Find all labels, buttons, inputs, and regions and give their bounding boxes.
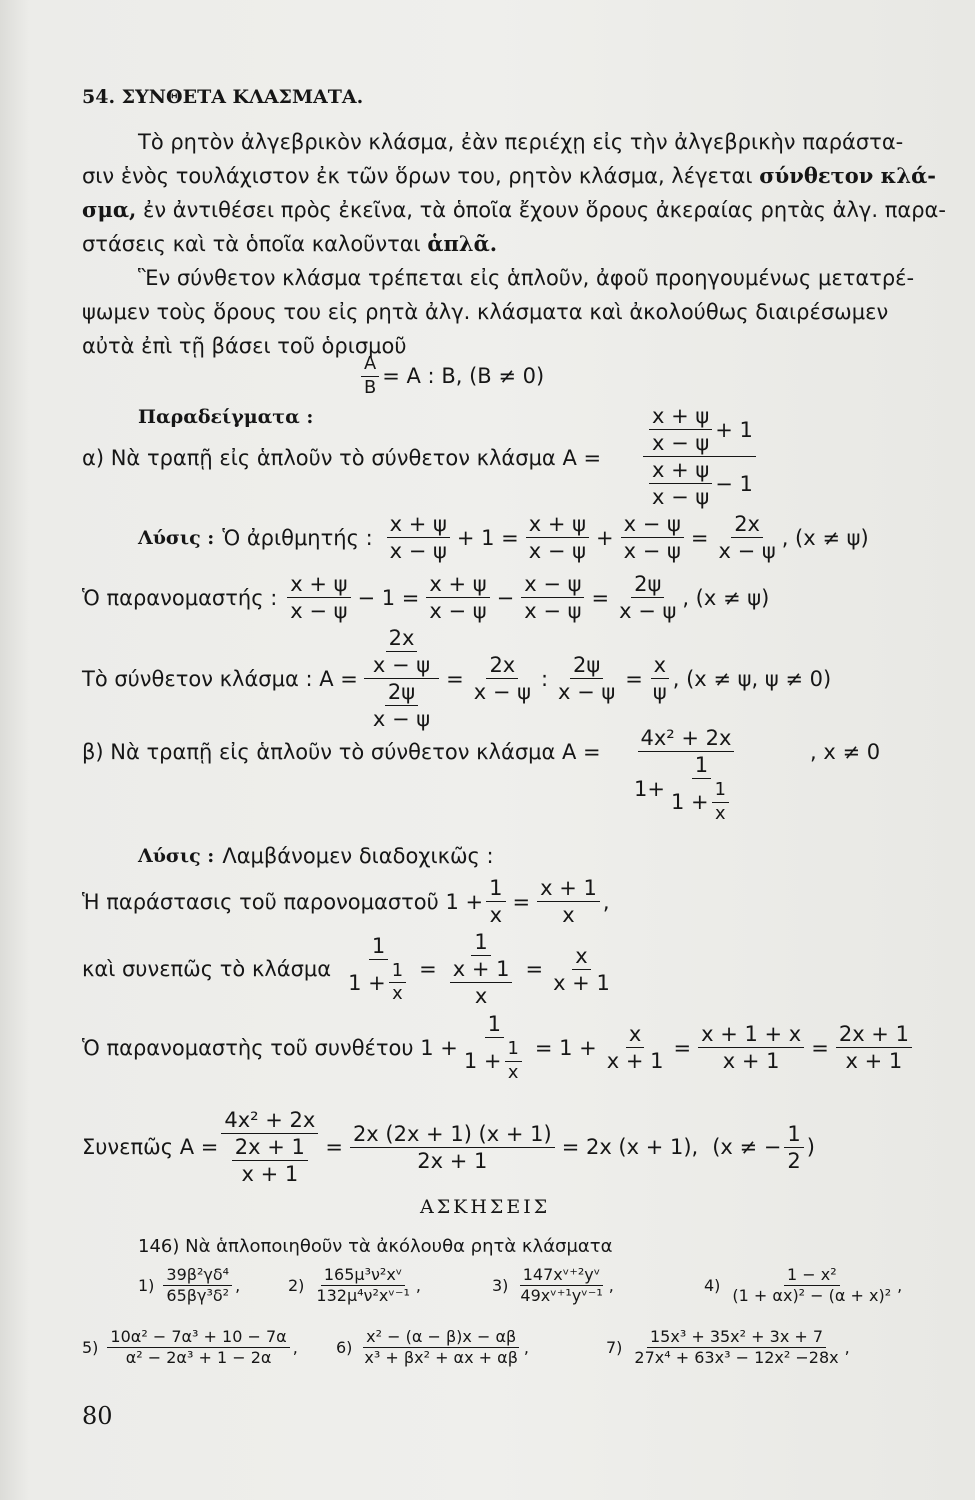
l4-cond-frac [784,1122,803,1173]
term-synthetic-end: σμα, [82,197,137,222]
cr-bd: x − ψ [372,707,431,732]
intro-line-4 [82,228,497,260]
definition-formula [358,354,544,398]
g4-num: 2ψ [631,572,664,598]
f1 [387,512,450,563]
l3-frac [461,1012,528,1083]
h3 [650,653,670,704]
cond-2: , (x ≠ ψ) [682,585,770,610]
l3-hd: x + 1 [845,1049,903,1074]
l1-fd: x [489,903,503,928]
compound-label: Τὸ σύνθετον κλάσμα : A = [82,666,358,691]
g1-num: x + ψ [287,572,350,598]
ex-3-num: 147xᵛ⁺²yᵛ [520,1266,604,1286]
ex-7-label: 7) [606,1338,623,1358]
top-num: x + ψ [649,404,712,430]
l1-r [537,876,600,927]
l2-d-frac [389,961,406,1005]
f3 [621,512,684,563]
l3-n: 1 [485,1012,504,1038]
l2-dd: x [392,983,403,1005]
ex-2-num: 165μ³ν²xᵛ [321,1266,406,1286]
f4-den: x − ψ [718,539,776,564]
ex-6-label: 6) [336,1338,353,1358]
l4-den [226,1134,314,1186]
exercise-item-4 [704,1266,902,1306]
ex-6-num: x² − (α − β)x − αβ [363,1328,519,1348]
f4 [715,512,778,563]
l2-rn: x [572,944,590,970]
bot-den: x − ψ [652,485,710,510]
l4-eq: = [325,1135,343,1160]
def-den: B [364,376,377,398]
eb-innermost [712,780,729,824]
l4-bd: x + 1 [241,1162,299,1187]
l1-fn: 1 [486,876,505,902]
l3-f [604,1022,667,1073]
h1 [471,653,534,704]
l3-dn: 1 [505,1039,522,1062]
l2-eq: = [419,957,437,982]
example-a-label: α) Νὰ τραπῇ εἰς ἁπλοῦν τὸ σύνθετον κλάσμα A = [82,446,602,470]
page-number: 80 [82,1402,113,1430]
h3-den: ψ [652,680,667,705]
eb-one-plus: 1+ [634,776,665,801]
h3-num: x [651,653,669,679]
h2 [555,653,618,704]
exercise-item-1 [138,1266,240,1306]
ex-5-sep: , [292,1338,298,1358]
l4-den-frac [232,1135,308,1186]
g2 [426,572,489,623]
l1-rd: x [562,903,575,928]
l1-text: Ἡ παράστασις τοῦ παρονομαστοῦ 1 + [82,889,484,914]
ex-3-label: 3) [492,1276,509,1296]
h1-den: x − ψ [473,680,531,705]
sol-b-line-4 [82,1108,815,1186]
bot-op: − 1 [715,471,753,496]
eb-inner-frac [668,753,735,824]
ex-6-den: x³ + βx² + αx + αβ [364,1348,518,1368]
l4-cn: 1 [784,1122,803,1148]
l4-frac [221,1108,318,1186]
op-eq2: = [591,585,610,610]
l3-h [836,1022,912,1073]
ex-5-den: α² − 2α³ + 1 − 2α [125,1348,272,1368]
eb-in-n: 1 [712,780,729,803]
l3-hn: 2x + 1 [836,1022,912,1048]
g2-num: x + ψ [426,572,489,598]
top-fraction [649,404,712,455]
l3-text: Ὁ παρανομαστὴς τοῦ συνθέτου 1 + [82,1035,458,1060]
exercise-146-text: 146) Νὰ ἁπλοποιηθοῦν τὰ ἀκόλουθα ρητὰ κλάσματα [138,1236,613,1257]
ex-1-den: 65βγ³δ² [166,1286,230,1306]
exercise-item-5 [82,1328,298,1368]
g1 [287,572,350,623]
l4-cond-pre: (x ≠ − [712,1135,782,1160]
ex-5-frac [107,1328,289,1368]
para2-line-1: Ἓν σύνθετον κλάσμα τρέπεται εἰς ἁπλοῦν, ἀφοῦ προηγουμένως μετατρέ- [138,266,915,290]
examples-heading: Παραδείγματα : [138,406,314,428]
l3-eq: = 1 + [534,1035,597,1060]
l2-n: 1 [369,934,388,960]
l1-f [486,876,505,927]
ex-5-num: 10α² − 7α³ + 10 − 7α [107,1328,289,1348]
compound-result-frac [364,626,439,732]
l4-cond-post: ) [806,1135,815,1160]
g1-den: x − ψ [290,599,348,624]
l2-d-pre: 1 + [348,970,386,995]
ex-1-frac [163,1266,232,1306]
ex-3-sep: , [608,1276,614,1296]
intro-line-3 [82,194,946,226]
l4-rd: 2x + 1 [417,1148,488,1173]
g4-den: x − ψ [619,599,677,624]
eb-num: 4x² + 2x [638,726,735,752]
h2-den: x − ψ [558,680,616,705]
ex-7-frac [631,1328,841,1368]
f4-num: 2x [731,512,763,538]
l4-cd: 2 [787,1148,801,1173]
cr-top [364,626,439,679]
exercise-item-7 [606,1328,850,1368]
compound-bottom [643,457,756,509]
op-minus: − [496,585,515,610]
numerator-label: Ὁ ἀριθμητής : [222,525,373,550]
ex-2-frac [313,1266,412,1306]
ex-3-frac [517,1266,605,1306]
eb-den [631,752,741,824]
term-simple: ἁπλᾶ. [427,231,498,256]
sol-b-intro-text: Λαμβάνομεν διαδοχικῶς : [222,844,494,868]
exercise-item-3 [492,1266,614,1306]
l2-bdd: x [474,984,488,1009]
l3-den [461,1038,528,1083]
l2-r-frac [550,944,613,995]
l3-fn: x [626,1022,644,1048]
para2-line-2: ψωμεν τοὺς ὅρους του εἰς ρητὰ ἀλγ. κλάσματα καὶ ἀκολούθως διαιρέσωμεν [82,300,889,324]
compound-frac [643,404,756,510]
ex-7-sep: , [844,1338,850,1358]
l3-eq2: = [673,1035,692,1060]
ex-2-den: 132μ⁴ν²xᵛ⁻¹ [316,1286,410,1306]
ex-4-sep: , [897,1276,903,1296]
sol-b-line-1 [82,876,610,927]
ex-2-label: 2) [288,1276,305,1296]
l1-eq: = [512,889,531,914]
g3 [521,572,584,623]
h1-num: 2x [486,653,518,679]
f3-den: x − ψ [623,539,681,564]
eb-one: 1 [692,753,711,779]
op-eq3: = [446,666,464,691]
op-plus: + [596,525,614,550]
ex-4-num: 1 − x² [784,1266,840,1286]
lysis-label-b: Λύσις : [138,845,215,867]
f3-num: x − ψ [621,512,684,538]
g2-den: x − ψ [429,599,487,624]
denominator-label: Ὁ παρανομαστής : [82,585,278,610]
ex-1-sep: , [235,1276,241,1296]
f2-num: x + ψ [526,512,589,538]
l3-gn: x + 1 + x [698,1022,804,1048]
ex-4-label: 4) [704,1276,721,1296]
example-b-condition: , x ≠ 0 [810,740,881,764]
intro-line-3-text: ἐν ἀντιθέσει πρὸς ἐκεῖνα, τὰ ὁποῖα ἔχουν ὅρους ἀκεραίας ρητὰς ἀλγ. παρα- [136,198,946,222]
example-b-fraction [628,726,744,824]
ex-4-frac [729,1266,894,1306]
exercises-heading: ΑΣΚΗΣΕΙΣ [420,1196,551,1218]
l2-rd: x + 1 [553,970,610,995]
ex-7-num: 15x³ + 35x² + 3x + 7 [647,1328,826,1348]
sol-a-numerator-line [138,512,869,563]
intro-line-2 [82,160,936,192]
sol-b-line-2 [82,930,616,1008]
g3-num: x − ψ [521,572,584,598]
h2-num: 2ψ [570,653,603,679]
ex-6-frac [361,1328,520,1368]
l2-bd-frac [450,957,513,1008]
l3-g [698,1022,804,1073]
eb-inner-one-plus: 1 + [670,790,709,815]
section-title: 54. ΣΥΝΘΕΤΑ ΚΛΑΣΜΑΤΑ. [82,86,364,108]
ex-4-den: (1 + αx)² − (α + x)² [732,1286,892,1306]
op-colon: : [540,666,549,691]
eb-main-frac [631,726,741,824]
f1-den: x − ψ [389,539,447,564]
cr-bn: 2ψ [385,680,418,706]
ex-5-label: 5) [82,1338,99,1358]
l1-end: , [602,889,610,914]
l4-bn: 2x + 1 [232,1135,308,1161]
l2-b-frac [444,930,519,1008]
sol-a-result-line [82,626,831,732]
op-eq4: = [625,666,643,691]
top-den: x − ψ [652,431,710,456]
cond-1: , (x ≠ ψ) [781,525,869,550]
exercise-item-6 [336,1328,529,1368]
sol-a-denominator-line [82,572,769,623]
def-rhs: = A : B, (B ≠ 0) [382,364,545,389]
l2-text: καὶ συνεπῶς τὸ κλάσμα [82,957,332,982]
l3-eq3: = [811,1035,829,1060]
f2 [526,512,589,563]
l4-text: Συνεπῶς A = [82,1135,219,1160]
cr-tn: 2x [386,626,418,652]
ex-2-sep: , [415,1276,421,1296]
l3-gd: x + 1 [722,1049,780,1074]
intro-line-4-text: στάσεις καὶ τὰ ὁποῖα καλοῦνται [82,232,428,256]
l3-fd: x + 1 [606,1049,664,1074]
example-b-label: β) Νὰ τραπῇ εἰς ἁπλοῦν τὸ σύνθετον κλάσμα A = [82,740,601,764]
eb-inner-den [668,779,735,824]
cr-bot-frac [370,680,433,731]
f2-den: x − ψ [528,539,587,564]
l2-bn: 1 [471,930,490,956]
l4-r [350,1122,555,1173]
top-op: + 1 [715,417,753,442]
cr-td: x − ψ [372,653,431,678]
l2-den [345,960,412,1005]
l3-d-frac [505,1039,522,1083]
exercise-item-2 [288,1266,421,1306]
f1-num: x + ψ [387,512,450,538]
lysis-label: Λύσις : [138,526,215,549]
l1-rn: x + 1 [537,876,600,902]
intro-line-1: Τὸ ρητὸν ἀλγεβρικὸν κλάσμα, ἐὰν περιέχῃ εἰς τὴν ἀλγεβρικὴν παράστα- [138,130,904,154]
op-plus1: + 1 = [456,525,519,550]
l4-rn: 2x (2x + 1) (x + 1) [350,1122,555,1148]
ex-3-den: 49xᵛ⁺¹yᵛ⁻¹ [520,1286,603,1306]
op-eq: = [690,525,709,550]
g3-den: x − ψ [524,599,582,624]
ex-7-den: 27x⁴ + 63x³ − 12x² −28x [634,1348,839,1368]
l2-bdn: x + 1 [450,957,513,983]
l2-frac [345,934,412,1005]
l4-res: = 2x (x + 1), [561,1135,699,1160]
definition-fraction [361,354,379,398]
def-num: A [361,354,379,377]
cr-bottom [364,679,439,731]
l2-dn: 1 [389,961,406,984]
example-a-compound-fraction [640,404,759,510]
l2-eq2: = [525,957,544,982]
cond-3: , (x ≠ ψ, ψ ≠ 0) [672,666,832,691]
l3-d-pre: 1 + [463,1049,502,1074]
l4-tn: 4x² + 2x [221,1108,318,1134]
g4 [616,572,679,623]
l2-b-den [444,956,519,1008]
ex-6-sep: , [523,1338,529,1358]
term-synthetic: σύνθετον κλά- [759,163,936,188]
intro-line-2-text: σιν ἑνὸς τουλάχιστον ἐκ τῶν ὅρων του, ρητὸν κλάσμα, λέγεται [82,164,760,188]
l3-dd: x [507,1061,519,1083]
cr-top-frac [370,626,433,677]
eb-in-d: x [715,802,726,824]
bot-num: x + ψ [649,458,712,484]
sol-b-intro [138,844,494,868]
ex-1-label: 1) [138,1276,155,1296]
sol-b-line-3 [82,1012,915,1083]
op-minus1: − 1 = [357,585,420,610]
bottom-fraction [649,458,712,509]
compound-top [643,404,756,457]
para2-line-3: αὐτὰ ἐπὶ τῇ βάσει τοῦ ὁρισμοῦ [82,334,407,358]
ex-1-num: 39β²γδ⁴ [163,1266,232,1286]
